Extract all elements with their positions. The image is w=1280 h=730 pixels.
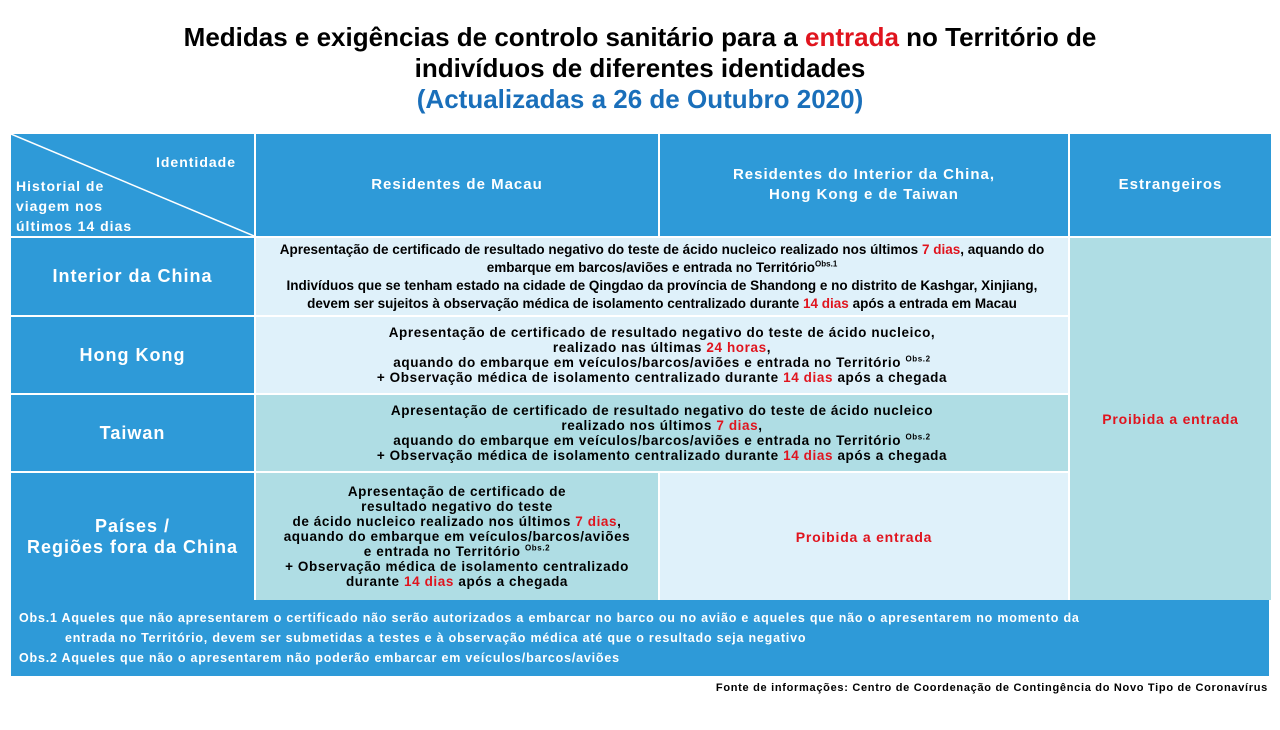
corner-header-cell xyxy=(11,134,254,236)
taiwan-requirements: Apresentação de certificado de resultado negativo do teste de ácido nucleico realizado nos últimos 7 dias, aquando do embarque em veículos/barcos/aviões e entrada no Território $^{Obs.2}$ + Observação médica de isolamento centralizado durante 14 dias após a chegada xyxy=(256,395,1068,471)
prohibited-entry-foreigners: Proibida a entrada xyxy=(1102,411,1239,427)
title-highlight: entrada xyxy=(804,22,899,52)
page-title xyxy=(0,22,1280,115)
title-date: (Actualizadas a 26 de Outubro 2020) xyxy=(416,84,864,114)
notes-box xyxy=(11,600,1269,676)
note-obs1-line2: entrada no Território, devem ser submetidas a testes e à observação médica até que o resultado seja negativo xyxy=(65,631,807,645)
identity-label: Identidade xyxy=(155,154,236,170)
prohibited-entry-mainland-residents: Proibida a entrada xyxy=(795,528,933,545)
mainland-china-requirements: Apresentação de certificado de resultado negativo do teste de ácido nucleico realizado nos últimos 7 dias, aquando do embarque em barcos/aviões e entrada no Território$^{Obs.1}$ Indivíduos que se tenham estado na cidade de Qingdao da província de Shandong e no distrito de Kashgar, Xinjiang, devem ser sujeitos à observação médica de isolamento centralizado durante 14 dias após a entrada em Macau xyxy=(256,238,1068,315)
row-header-mainland-china: Interior da China xyxy=(11,238,254,315)
title-line-2: indivíduos de diferentes identidades xyxy=(414,53,866,83)
source-credit: Fonte de informações: Centro de Coordenação de Contingência do Novo Tipo de Coronavírus xyxy=(715,682,1268,694)
abroad-mainland-residents-cell xyxy=(660,473,1068,600)
column-header-mainland-hk-tw: Residentes do Interior da China, Hong Kong e de Taiwan xyxy=(660,134,1068,236)
travel-history-label: Historial de viagem nos últimos 14 dias xyxy=(16,178,133,234)
hong-kong-requirements: Apresentação de certificado de resultado negativo do teste de ácido nucleico, realizado nas últimas 24 horas, aquando do embarque em veículos/barcos/aviões e entrada no Território $^{Obs.2}$ + Observação médica de isolamento centralizado durante 14 dias após a chegada xyxy=(256,317,1068,393)
column-header-foreigners: Estrangeiros xyxy=(1070,134,1271,236)
row-header-abroad: Países / Regiões fora da China xyxy=(11,473,254,600)
row-header-hong-kong: Hong Kong xyxy=(11,317,254,393)
note-obs1-line1: Obs.1 Aqueles que não apresentarem o certificado não serão autorizados a embarcar no barco ou no avião e aqueles que não o apresentarem no momento da xyxy=(19,611,1080,625)
abroad-macau-residents-requirements: Apresentação de certificado de resultado negativo do teste de ácido nucleico realizado nos últimos 7 dias, aquando do embarque em veículos/barcos/aviões e entrada no Território $^{Obs.2}$ + Observação médica de isolamento centralizado durante 14 dias após a chegada xyxy=(256,473,658,600)
row-header-taiwan: Taiwan xyxy=(11,395,254,471)
column-header-macau: Residentes de Macau xyxy=(256,134,658,236)
measures-table xyxy=(11,134,1269,598)
note-obs2: Obs.2 Aqueles que não o apresentarem não poderão embarcar em veículos/barcos/aviões xyxy=(19,651,620,665)
title-line-1: Medidas e exigências de controlo sanitário para a entrada no Território de xyxy=(183,22,1097,52)
foreigners-prohibited-cell xyxy=(1070,238,1271,600)
